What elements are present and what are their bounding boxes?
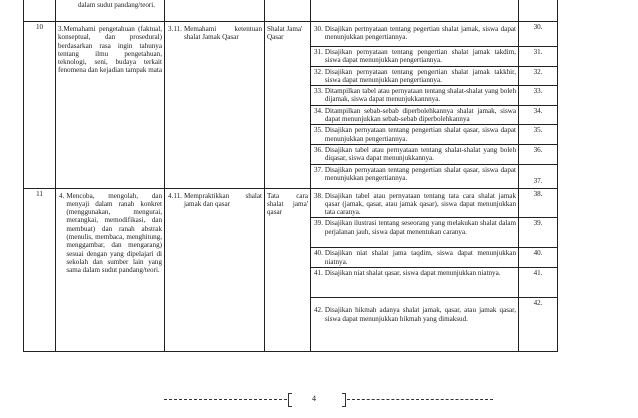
kd-cell: dalam sudut pandang/teori.: [56, 0, 165, 22]
item-cell: 39. Disajikan ilustrasi tentang seseorang yang melakukan shalat dalam perjalanan jauh, siswa dapat menentukan caranya.: [311, 218, 519, 248]
table-row: [24, 188, 558, 218]
indicator-text: Memahami ketentuan shalat Jamak Qasar: [183, 25, 262, 42]
table-row: [24, 22, 558, 47]
item-cell: 42. Disajikan hikmah adanya shalat jamak, qasar, atau jamak qasar, siswa dapat menunjukkan hikmah yang dimaksud.: [311, 298, 519, 352]
item-cell: 31. Disajikan pernyataan tentang pengertian shalat jamak takdim, siswa dapat menunjukkan pengertiannya.: [311, 47, 519, 67]
kd-text: Mencoba, mengolah, dan menyaji dalam ranah konkret (menggunakan, mengurai, merangkai, memodifikasi, dan membuat) dan ranah abstrak (menulis, membaca, menghitung, menggambar, dan mengarang) sesuai dengan yang dipelajari di sekolah dan sumber lain yang sama dalam sudut pandang/teori.: [66, 191, 162, 275]
item-number-cell: 38.: [519, 188, 558, 218]
item-cell: 33. Ditampilkan tabel atau pernyataan tentang shalat-shalat yang boleh dijamak, siswa dapat menunjukkannnya.: [311, 86, 519, 106]
row-number: 10: [24, 22, 56, 189]
item-cell: 34. Ditampilkan sebab-sebab diperbolehkannya shalat jamak, siswa dapat menunjukkan sebab-sebab diperbolehkannya: [311, 105, 519, 125]
item-cell: 32. Disajikan pernyataan tentang pengertian shalat jamak takkhir, siswa dapat menunjukkan pengertiannya.: [311, 66, 519, 86]
footer-dashed-line-left: [164, 399, 287, 400]
material-cell: [265, 0, 311, 22]
material-cell: Shalat Jama' Qasar: [265, 22, 311, 189]
item-cell: 30. Disajikan pertnyataan tentang pegertian shalat jamak, siswa dapat menunjukkan pengertiannya.: [311, 22, 519, 47]
item-number-cell: 39.: [519, 218, 558, 248]
table-row: [24, 0, 558, 22]
item-number-cell: 36.: [519, 144, 558, 164]
kisi-kisi-table: [23, 0, 558, 352]
item-cell: 40. Disajikan niat shalat jama taqdim, siswa dapat menunjukkan niatnya.: [311, 248, 519, 268]
item-number-cell: 31.: [519, 47, 558, 67]
indicator-cell: [165, 188, 265, 352]
kd-cell: 3.Memahami pengetahuan (faktual, konseptual, dan prosedural) berdasarkan rasa ingin tahunya tentang ilmu pengetahuan, teknologi, seni, budaya terkait fenomena dan kejadian tampak mata: [56, 22, 165, 189]
indicator-text: Mempraktikkan shalat jamak dan qasar: [183, 191, 262, 208]
kd-cell: [56, 188, 165, 352]
item-cell: 36. Disajikan tabel atau pernyataan tentang shalat-shalat yang boleh diqasar, siswa dapat menunjukkannya.: [311, 144, 519, 164]
footer-dashed-line-right: [347, 399, 493, 400]
footer-bracket-left: [288, 393, 292, 407]
item-number-cell: 37.: [519, 164, 558, 188]
kd-number: 4.: [59, 191, 65, 200]
indicator-cell: [165, 22, 265, 189]
page-footer: [164, 392, 494, 406]
item-cell: [311, 0, 519, 22]
item-number-cell: 30.: [519, 22, 558, 47]
item-cell: 35. Disajikan pernyataan tentang pengertian shalat qasar, siswa dapat menunjukkan pengertiannya.: [311, 125, 519, 145]
item-cell: 37. Disajikan pernyataan tentang pengertian shalat qasar, siswa dapat menunjukkan pengertiannya.: [311, 164, 519, 188]
indicator-number: 3.11.: [168, 25, 182, 33]
indicator-cell: [165, 0, 265, 22]
row-number: 11: [24, 188, 56, 352]
item-number-cell: 32.: [519, 66, 558, 86]
no-cell: [24, 0, 56, 22]
item-cell: 41. Disajikan niat shalat qasar, siswa dapat menunjukkan niatnya.: [311, 268, 519, 298]
item-number-cell: [519, 0, 558, 22]
item-number-cell: 42.: [519, 298, 558, 352]
page-number: 4: [312, 394, 316, 403]
footer-bracket-right: [342, 393, 346, 407]
indicator-number: 4.11.: [168, 191, 182, 200]
item-number-cell: 33.: [519, 86, 558, 106]
item-number-cell: 34.: [519, 105, 558, 125]
material-cell: Tata cara shalat jama' qasar: [265, 188, 311, 352]
item-number-cell: 40.: [519, 248, 558, 268]
item-number-cell: 35.: [519, 125, 558, 145]
item-cell: 38. Disajikan tabel atau pernyataan tentang tata cara shalat jamak qasar (jamak, qasar, atau jamak qasar), siswa dapat menunjukkan tata caranya.: [311, 188, 519, 218]
item-number-cell: 41.: [519, 268, 558, 298]
